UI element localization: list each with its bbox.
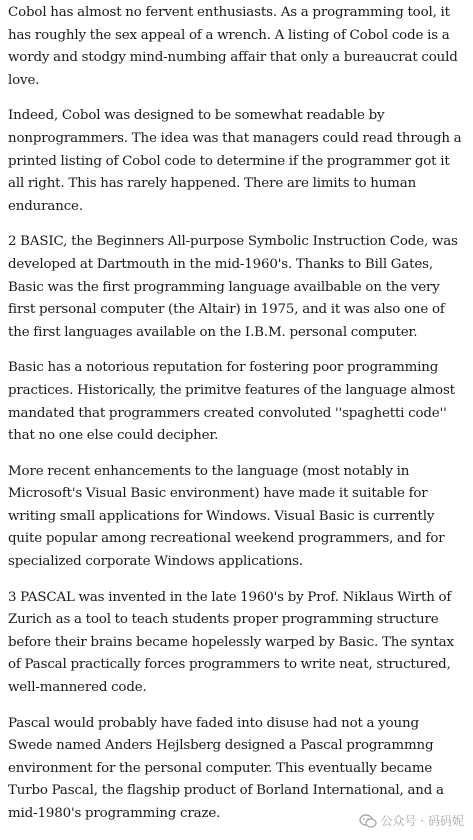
paragraph-4: Basic has a notorious reputation for fostering poor programming practices. Historically, the primitve features of the language almost mandated that programmers created convoluted ''spaghetti code'' that no one else could decipher. bbox=[8, 360, 455, 444]
watermark-label: 公众号 · 码码妮 bbox=[380, 814, 464, 828]
paragraph-3: 2 BASIC, the Beginners All-purpose Symbolic Instruction Code, was developed at Dartmouth in the mid-1960's. Thanks to Bill Gates, Basic was the first programming language availbable on the very first personal computer (the Altair) in 1975, and it was also one of the first languages available on the I.B.M. personal computer. bbox=[8, 234, 458, 340]
paragraph-6: 3 PASCAL was invented in the late 1960's by Prof. Niklaus Wirth of Zurich as a tool to teach students proper programming structure before their brains became hopelessly warped by Basic. The syntax of Pascal practically forces programmers to write neat, structured, well-mannered code. bbox=[8, 589, 454, 696]
watermark bbox=[356, 811, 467, 830]
paragraph-2: Indeed, Cobol was designed to be somewhat readable by nonprogrammers. The idea was that managers could read through a printed listing of Cobol code to determine if the programmer got it all right. This has rarely happened. There are limits to human endurance. bbox=[8, 108, 462, 214]
paragraph-1: Cobol has almost no fervent enthusiasts. As a programming tool, it has roughly the sex appeal of a wrench. A listing of Cobol code is a wordy and stodgy mind-numbing affair that only a bureaucrat could love. bbox=[8, 5, 458, 88]
wechat-icon bbox=[359, 814, 377, 828]
paragraph-5: More recent enhancements to the language (most notably in Microsoft's Visual Basic environment) have made it suitable for writing small applications for Windows. Visual Basic is currently quite popular among recreational weekend programmers, and for specialized corporate Windows applications. bbox=[8, 463, 445, 570]
paragraph-7: Pascal would probably have faded into disuse had not a young Swede named Anders Hejlsberg designed a Pascal programmng environment for the personal computer. This eventually became Turbo Pascal, the flagship product of Borland International, and a mid-1980's programming craze. bbox=[8, 715, 444, 821]
